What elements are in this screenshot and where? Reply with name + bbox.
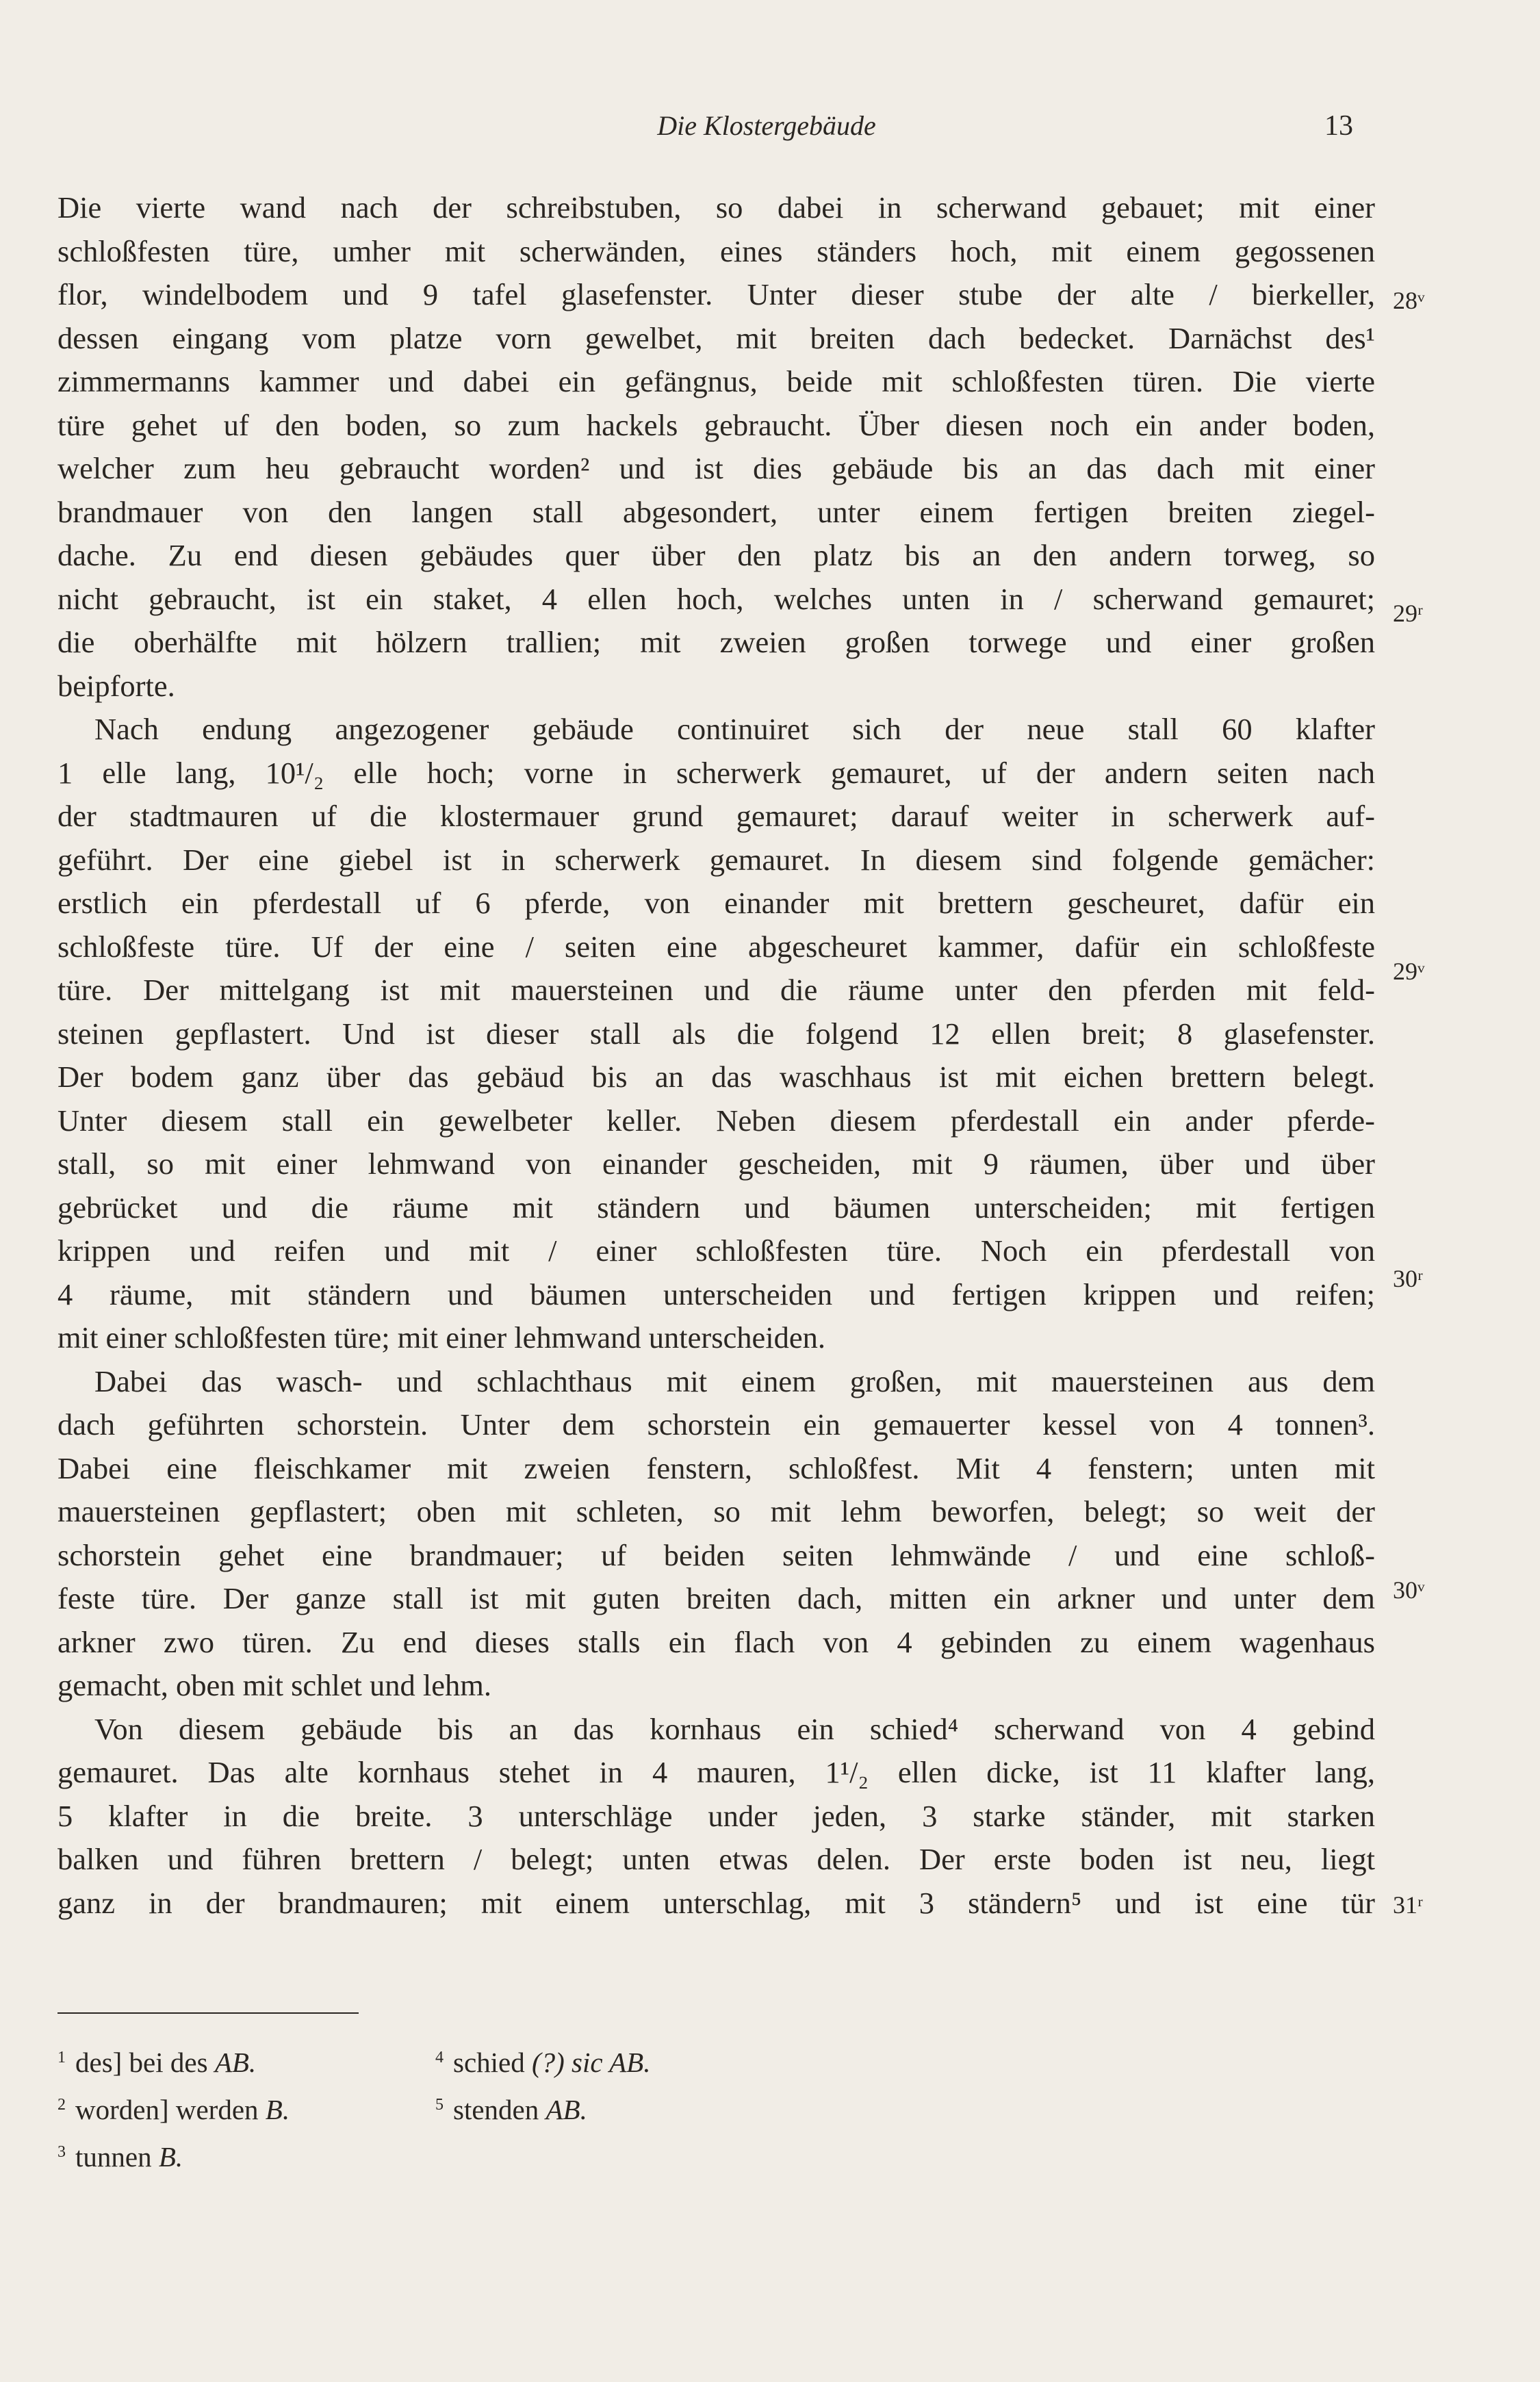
text-line: gebrücket und die räume mit ständern und bäumen unterscheiden; mit fertigen	[57, 1190, 1375, 1225]
body-text	[57, 186, 1375, 1925]
text-line: der stadtmauren uf die klostermauer grund gemauret; darauf weiter in scherwerk auf-	[57, 799, 1375, 833]
text-line: krippen und reifen und mit / einer schloßfesten türe. Noch ein pferdestall von	[57, 1233, 1375, 1268]
text-line: schorstein gehet eine brandmauer; uf beiden seiten lehmwände / und eine schloß-	[57, 1537, 1375, 1572]
text-line: balken und führen brettern / belegt; unten etwas delen. Der erste boden ist neu, liegt	[57, 1842, 1375, 1876]
text-line: zimmermanns kammer und dabei ein gefängnus, beide mit schloßfesten türen. Die vierte	[57, 364, 1375, 398]
text-line: dach geführten schorstein. Unter dem schorstein ein gemauerter kessel von 4 tonnen³.	[57, 1407, 1375, 1442]
text-line: nicht gebraucht, ist ein staket, 4 ellen hoch, welches unten in / scherwand gemauret;	[57, 581, 1375, 616]
text-line: Unter diesem stall ein gewelbeter keller. Neben diesem pferdestall ein ander pferde-	[57, 1103, 1375, 1138]
text-line: feste türe. Der ganze stall ist mit guten breiten dach, mitten ein arkner und unter dem	[57, 1581, 1375, 1615]
text-line: steinen gepflastert. Und ist dieser stall als die folgend 12 ellen breit; 8 glasefenster.	[57, 1016, 1375, 1051]
text-line: 5 klafter in die breite. 3 unterschläge under jeden, 3 starke ständer, mit starken	[57, 1798, 1375, 1833]
text-line: stall, so mit einer lehmwand von einander gescheiden, mit 9 räumen, über und über	[57, 1147, 1375, 1181]
text-line: geführt. Der eine giebel ist in scherwerk gemauret. In diesem sind folgende gemächer:	[57, 842, 1375, 877]
text-line: die oberhälfte mit hölzern trallien; mit zweien großen torwege und einer großen	[57, 625, 1375, 659]
footnotes-right	[435, 2036, 650, 2131]
text-line: 1 elle lang, 10¹/₂ elle hoch; vorne in scherwerk gemauret, uf der andern seiten nach	[57, 755, 1375, 790]
footnotes-left	[57, 2036, 290, 2178]
text-line: Von diesem gebäude bis an das kornhaus ein schied⁴ scherwand von 4 gebind	[94, 1711, 1375, 1746]
footnote-rule	[57, 2012, 359, 2014]
text-line: dache. Zu end diesen gebäudes quer über den platz bis an den andern torweg, so	[57, 538, 1375, 572]
text-line: ganz in der brandmauren; mit einem unterschlag, mit 3 ständern⁵ und ist eine tür	[57, 1885, 1375, 1920]
text-line: Der bodem ganz über das gebäud bis an das waschhaus ist mit eichen brettern belegt.	[57, 1060, 1375, 1094]
marginal-folio: 29ᵛ	[1393, 958, 1425, 985]
text-line: Die vierte wand nach der schreibstuben, so dabei in scherwand gebauet; mit einer	[57, 190, 1375, 225]
text-line: arkner zwo türen. Zu end dieses stalls ein flach von 4 gebinden zu einem wagenhaus	[57, 1624, 1375, 1659]
running-title: Die Klostergebäude	[657, 110, 876, 141]
marginal-folio: 28ᵛ	[1393, 287, 1425, 314]
text-line: dessen eingang vom platze vorn gewelbet, mit breiten dach bedecket. Darnächst des¹	[57, 320, 1375, 355]
page-number: 13	[1324, 110, 1353, 142]
text-line: türe gehet uf den boden, so zum hackels gebraucht. Über diesen noch ein ander boden,	[57, 407, 1375, 442]
text-line: mauersteinen gepflastert; oben mit schleten, so mit lehm beworfen, belegt; so weit der	[57, 1494, 1375, 1528]
marginal-folio: 29ʳ	[1393, 600, 1423, 627]
text-line: schloßfesten türe, umher mit scherwänden, eines ständers hoch, mit einem gegossenen	[57, 233, 1375, 268]
text-line: flor, windelbodem und 9 tafel glasefenster. Unter dieser stube der alte / bierkeller,	[57, 277, 1375, 311]
text-line: welcher zum heu gebraucht worden² und ist dies gebäude bis an das dach mit einer	[57, 451, 1375, 485]
text-line: Nach endung angezogener gebäude continuiret sich der neue stall 60 klafter	[94, 712, 1375, 746]
footnote: $^3$ tunnen B.	[57, 2141, 183, 2173]
text-line: 4 räume, mit ständern und bäumen unterscheiden und fertigen krippen und reifen;	[57, 1277, 1375, 1311]
marginal-folio: 31ʳ	[1393, 1891, 1423, 1919]
text-line: beipforte.	[57, 668, 175, 703]
text-line: Dabei das wasch- und schlachthaus mit einem großen, mit mauersteinen aus dem	[94, 1363, 1375, 1398]
marginal-folio: 30ʳ	[1393, 1265, 1423, 1292]
text-line: gemauret. Das alte kornhaus stehet in 4 mauren, 1¹/₂ ellen dicke, ist 11 klafter lang,	[57, 1755, 1375, 1789]
text-line: türe. Der mittelgang ist mit mauersteinen und die räume unter den pferden mit feld-	[57, 973, 1375, 1007]
text-line: brandmauer von den langen stall abgesondert, unter einem fertigen breiten ziegel-	[57, 494, 1375, 529]
footnote: $^5$ stenden AB.	[435, 2094, 587, 2125]
text-line: erstlich ein pferdestall uf 6 pferde, von einander mit brettern gescheuret, dafür ein	[57, 886, 1375, 920]
marginal-folio: 30ᵛ	[1393, 1576, 1425, 1604]
footnote: $^4$ schied (?) sic AB.	[435, 2047, 651, 2078]
text-line: Dabei eine fleischkamer mit zweien fenstern, schloßfest. Mit 4 fenstern; unten mit	[57, 1450, 1375, 1485]
footnote: $^2$ worden] werden B.	[57, 2094, 290, 2125]
text-line: schloßfeste türe. Uf der eine / seiten eine abgescheuret kammer, dafür ein schloßfeste	[57, 929, 1375, 964]
text-line: mit einer schloßfesten türe; mit einer lehmwand unterscheiden.	[57, 1320, 826, 1355]
footnote: $^1$ des] bei des AB.	[57, 2047, 257, 2078]
text-line: gemacht, oben mit schlet und lehm.	[57, 1668, 491, 1702]
